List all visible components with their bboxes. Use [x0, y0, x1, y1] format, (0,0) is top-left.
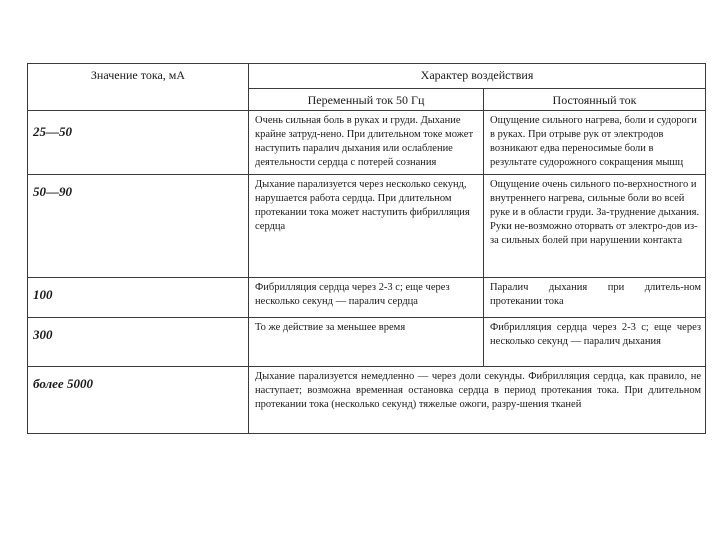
ac-effect-cell: То же действие за меньшее время [249, 318, 484, 367]
merged-effect-cell: Дыхание парализуется немедленно — через доли секунды. Фибрилляция сердца, как правило, не наступает; возможна временная остановка сердца в период протекания тока. При длительном протекании тока (несколько секунд) тяжелые ожоги, разру-шения тканей [249, 367, 706, 434]
dc-effect-cell: Ощущение сильного нагрева, боли и судороги в руках. При отрыве рук от электродов возникают едва переносимые боли в результате судорожного сокращения мышц [484, 111, 706, 175]
header-effect-character: Характер воздействия [249, 64, 706, 89]
table-row [28, 278, 706, 318]
dc-effect-cell: Ощущение очень сильного по-верхностного и внутреннего нагрева, сильные боли во всей руке и в области груди. За-труднение дыхания. Руки не-возможно оторвать от электро-дов из-за сильных болей при нарушении контакта [484, 175, 706, 278]
ac-effect-cell: Дыхание парализуется через несколько секунд, нарушается работа сердца. При длительном протекании тока может наступить фибрилляция сердца [249, 175, 484, 278]
current-value-cell: 100 [28, 278, 249, 318]
dc-effect-cell: Паралич дыхания при длитель-ном протекании тока [484, 278, 706, 318]
header-dc: Постоянный ток [484, 89, 706, 111]
current-value-cell: 50—90 [28, 175, 249, 278]
current-value-cell: 25—50 [28, 111, 249, 175]
current-value-cell: 300 [28, 318, 249, 367]
dc-effect-cell: Фибрилляция сердца через 2-3 с; еще через несколько секунд — паралич дыхания [484, 318, 706, 367]
current-effects-table [27, 63, 706, 434]
header-ac: Переменный ток 50 Гц [249, 89, 484, 111]
table-row [28, 318, 706, 367]
header-current-value: Значение тока, мА [28, 64, 249, 111]
current-value-cell: более 5000 [28, 367, 249, 434]
ac-effect-cell: Фибрилляция сердца через 2-3 с; еще через несколько секунд — паралич сердца [249, 278, 484, 318]
table-row [28, 175, 706, 278]
ac-effect-cell: Очень сильная боль в руках и груди. Дыхание крайне затруд-нено. При длительном токе может наступить паралич дыхания или ослабление деятельности сердца с потерей сознания [249, 111, 484, 175]
table-row [28, 111, 706, 175]
table-row [28, 367, 706, 434]
